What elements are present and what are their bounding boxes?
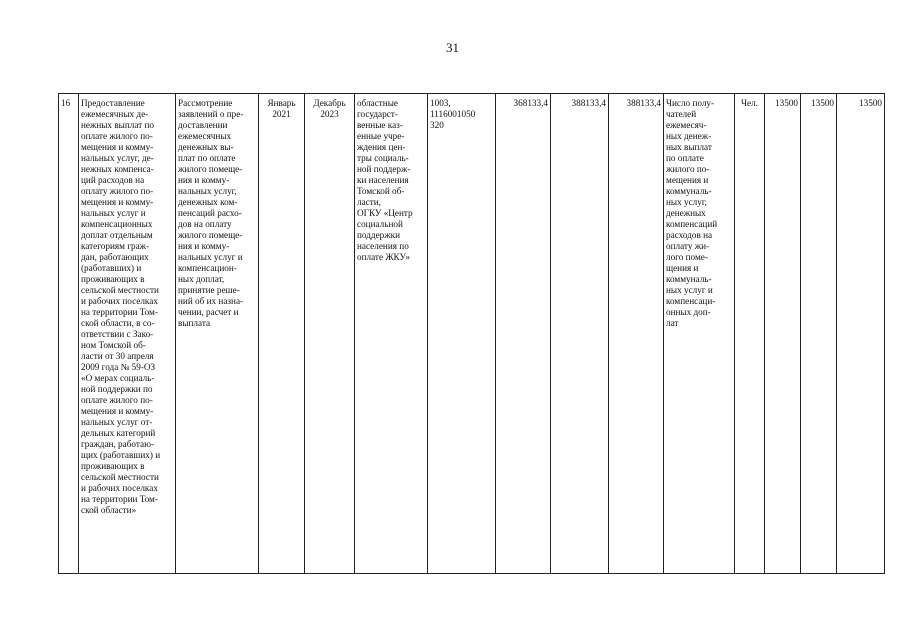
start-period-cell: Январь 2021 bbox=[259, 94, 305, 574]
executor-cell: областные государст- венные каз- енные учре- ждения цен- тры социаль- ной поддерж- ки населения Томской об- ласти, ОГКУ «Центр социальной поддержки населения по оплате ЖКУ» bbox=[355, 94, 428, 574]
unit-cell: Чел. bbox=[735, 94, 765, 574]
value-cell-3: 13500 bbox=[837, 94, 885, 574]
amount-cell-3: 388133,4 bbox=[609, 94, 664, 574]
event-name-cell: Предоставление ежемесячных де- нежных выплат по оплате жилого по- мещения и комму- нальных услуг, де- нежных компенса- ций расходов на оплату жилого по- мещения и комму- нальных услуг и компенсационных доплат отдельным категориям граж- дан, работающих (работавших) и проживающих в сельской местности и рабочих поселках на территории Том- ской области, в со- ответствии с Зако- ном Томской об- ласти от 30 апреля 2009 года № 59-ОЗ «О мерах социаль- ной поддержки по оплате жилого по- мещения и комму- нальных услуг от- дельных категорий граждан, работаю- щих (работавших) и проживающих в сельской местности и рабочих поселках на территории Том- ской области» bbox=[79, 94, 176, 574]
page-number: 31 bbox=[446, 40, 459, 55]
row-number: 16 bbox=[59, 94, 79, 574]
end-period-cell: Декабрь 2023 bbox=[305, 94, 355, 574]
value-cell-1: 13500 bbox=[765, 94, 801, 574]
table-row bbox=[59, 94, 885, 574]
value-cell-2: 13500 bbox=[801, 94, 837, 574]
amount-cell-1: 368133,4 bbox=[496, 94, 551, 574]
indicator-cell: Число полу- чателей ежемесяч- ных денеж- ных выплат по оплате жилого по- мещения и коммуналь- ных услуг, денежных компенсаций расходов на оплату жи- лого поме- щения и коммуналь- ных услуг и компенсаци- онных доп- лат bbox=[664, 94, 735, 574]
budget-code-cell: 1003, 1116001050 320 bbox=[428, 94, 496, 574]
amount-cell-2: 388133,4 bbox=[551, 94, 609, 574]
program-table bbox=[58, 93, 885, 574]
content-cell: Рассмотрение заявлений о пре- доставлении ежемесячных денежных вы- плат по оплате жилого помеще- ния и комму- нальных услуг, денежных ком- пенсаций расхо- дов на оплату жилого помеще- ния и комму- нальных услуг и компенсацион- ных доплат, принятие реше- ний об их назна- чении, расчет и выплата bbox=[176, 94, 259, 574]
